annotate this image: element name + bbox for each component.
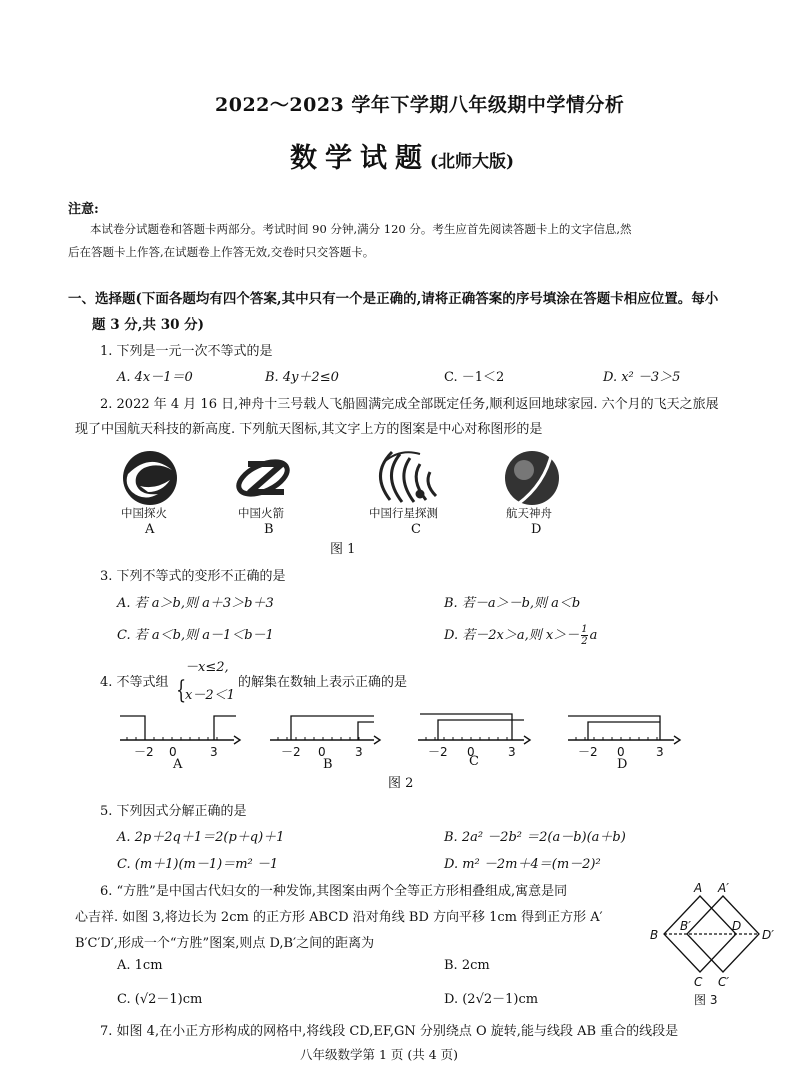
option-d: D. m² －2m＋4＝(m－2)² <box>444 857 601 872</box>
option-d-text: a <box>589 628 598 643</box>
tick-label: －2 <box>281 745 301 759</box>
question-stem: 1. 下列是一元一次不等式的是 <box>100 344 273 359</box>
figure-caption: 图 1 <box>330 542 356 557</box>
option-c: C. －1＜2 <box>444 370 505 385</box>
option-d-text: D. 若－2x＞a,则 x＞－ <box>444 628 580 643</box>
icon-letter: A <box>145 522 155 537</box>
tick-label: 3 <box>656 745 664 759</box>
fraction-numerator: 1 <box>581 624 588 635</box>
number-line-b <box>270 716 380 744</box>
fraction-denominator: 2 <box>581 636 588 647</box>
question-stem: 心吉祥. 如图 3,将边长为 2cm 的正方形 ABCD 沿对角线 BD 方向平移 1cm 得到正方形 A′ <box>75 910 603 925</box>
fangsheng-figure <box>646 880 786 1012</box>
icon-letter: B <box>264 522 274 537</box>
planetary-exploration-icon <box>380 452 436 502</box>
tick-label: －2 <box>578 745 598 759</box>
number-line-a <box>120 716 240 744</box>
icon-caption: 中国行星探测 <box>369 506 438 520</box>
point-label: B′ <box>680 919 691 933</box>
icon-caption: 航天神舟 <box>506 506 552 520</box>
point-label: A′ <box>718 881 729 895</box>
notice-line: 后在答题卡上作答,在试题卷上作答无效,交卷时只交答题卡。 <box>68 245 375 259</box>
squares <box>664 896 759 972</box>
icon-letter: D <box>531 522 542 537</box>
tick-label: 3 <box>355 745 363 759</box>
question-stem: 6. “方胜”是中国古代妇女的一种发饰,其图案由两个全等正方形相叠组成,寓意是同 <box>100 884 568 899</box>
section-heading: 题 3 分,共 30 分) <box>92 317 205 333</box>
point-label: D <box>732 919 742 933</box>
tick-label: －2 <box>428 745 448 759</box>
option-a: A. 4x－1＝0 <box>117 370 193 385</box>
point-label: B <box>650 928 659 942</box>
choice-letter: D <box>617 757 628 772</box>
tick-label: 0 <box>318 745 326 759</box>
choice-letter: A <box>173 757 183 772</box>
tick-labels <box>134 745 664 759</box>
tick-label: 0 <box>169 745 177 759</box>
exam-title-main: 数学试题 <box>290 143 430 174</box>
option-a: A. 2p＋2q＋1＝2(p＋q)＋1 <box>117 830 285 845</box>
point-label: C <box>694 975 703 989</box>
question-stem: 2. 2022 年 4 月 16 日,神舟十三号载人飞船圆满完成全部既定任务,顺利返回地球家园. 六个月的飞天之旅展 <box>100 397 719 412</box>
icon-caption: 中国探火 <box>121 506 167 520</box>
section-heading: 一、选择题(下面各题均有四个答案,其中只有一个是正确的,请将正确答案的序号填涂在答题卡相应位置。每小 <box>68 291 719 307</box>
system-brace: { <box>176 674 187 705</box>
number-line-d <box>568 716 680 744</box>
question-stem: B′C′D′,形成一个“方胜”图案,则点 D,B′之间的距离为 <box>75 936 375 951</box>
notice-label: 注意: <box>68 202 99 217</box>
choice-letter: C <box>469 754 479 769</box>
number-line-c <box>418 714 530 744</box>
fraction <box>581 624 587 647</box>
point-labels <box>650 881 774 989</box>
option-c: C. (m＋1)(m－1)＝m² －1 <box>117 857 279 872</box>
question-stem: 现了中国航天科技的新高度. 下列航天图标,其文字上方的图案是中心对称图形的是 <box>75 422 543 437</box>
option-a: A. 若 a＞b,则 a＋3＞b＋3 <box>117 596 274 611</box>
option-d <box>444 624 597 647</box>
figure-caption: 图 3 <box>694 993 718 1007</box>
inequality: －x≤2, <box>185 660 229 675</box>
option-b: B. 4y＋2≤0 <box>265 370 339 385</box>
shenzhou-icon <box>505 451 559 505</box>
option-b: B. 2cm <box>444 958 490 973</box>
question-stem-prefix: 4. 不等式组 <box>100 675 169 690</box>
point-label: C′ <box>718 975 730 989</box>
tick-label: 0 <box>617 745 625 759</box>
option-b: B. 2a² －2b² ＝2(a－b)(a＋b) <box>444 830 626 845</box>
square-a2b2c2d2 <box>687 896 759 972</box>
option-c: C. 若 a＜b,则 a－1＜b－1 <box>117 628 274 643</box>
option-d: D. (2√2－1)cm <box>444 992 539 1007</box>
icon-letter: C <box>411 522 421 537</box>
tick-label: 0 <box>467 745 475 759</box>
question-stem: 7. 如图 4,在小正方形构成的网格中,将线段 CD,EF,GN 分别绕点 O 旋转,能与线段 AB 重合的线段是 <box>100 1024 679 1039</box>
point-label: D′ <box>762 928 774 942</box>
icon-caption: 中国火箭 <box>238 506 284 520</box>
exam-title-edition: (北师大版) <box>430 152 515 172</box>
number-lines-figure <box>112 708 702 770</box>
page-footer: 八年级数学第 1 页 (共 4 页) <box>300 1047 459 1062</box>
exam-title <box>290 136 514 175</box>
inequality: x－2＜1 <box>185 688 235 703</box>
question-stem: 5. 下列因式分解正确的是 <box>100 804 247 819</box>
exam-title-line: 2022～2023 学年下学期八年级期中学情分析 <box>215 94 625 116</box>
option-b: B. 若－a＞－b,则 a＜b <box>444 596 581 611</box>
rocket-icon <box>234 455 292 501</box>
point-label: A <box>694 881 703 895</box>
question-stem: 3. 下列不等式的变形不正确的是 <box>100 569 286 584</box>
figure-caption: 图 2 <box>388 776 414 791</box>
notice-line: 本试卷分试题卷和答题卡两部分。考试时间 90 分钟,满分 120 分。考生应首先阅读答题卡上的文字信息,然 <box>90 222 632 236</box>
tick-label: 3 <box>210 745 218 759</box>
option-c: C. (√2－1)cm <box>117 992 203 1007</box>
tick-label: 3 <box>508 745 516 759</box>
tick-label: －2 <box>134 745 154 759</box>
mars-exploration-icon <box>123 451 177 505</box>
option-d: D. x² －3＞5 <box>603 370 681 385</box>
question-stem-suffix: 的解集在数轴上表示正确的是 <box>238 675 408 690</box>
choice-letter: B <box>323 757 333 772</box>
option-a: A. 1cm <box>117 958 163 973</box>
